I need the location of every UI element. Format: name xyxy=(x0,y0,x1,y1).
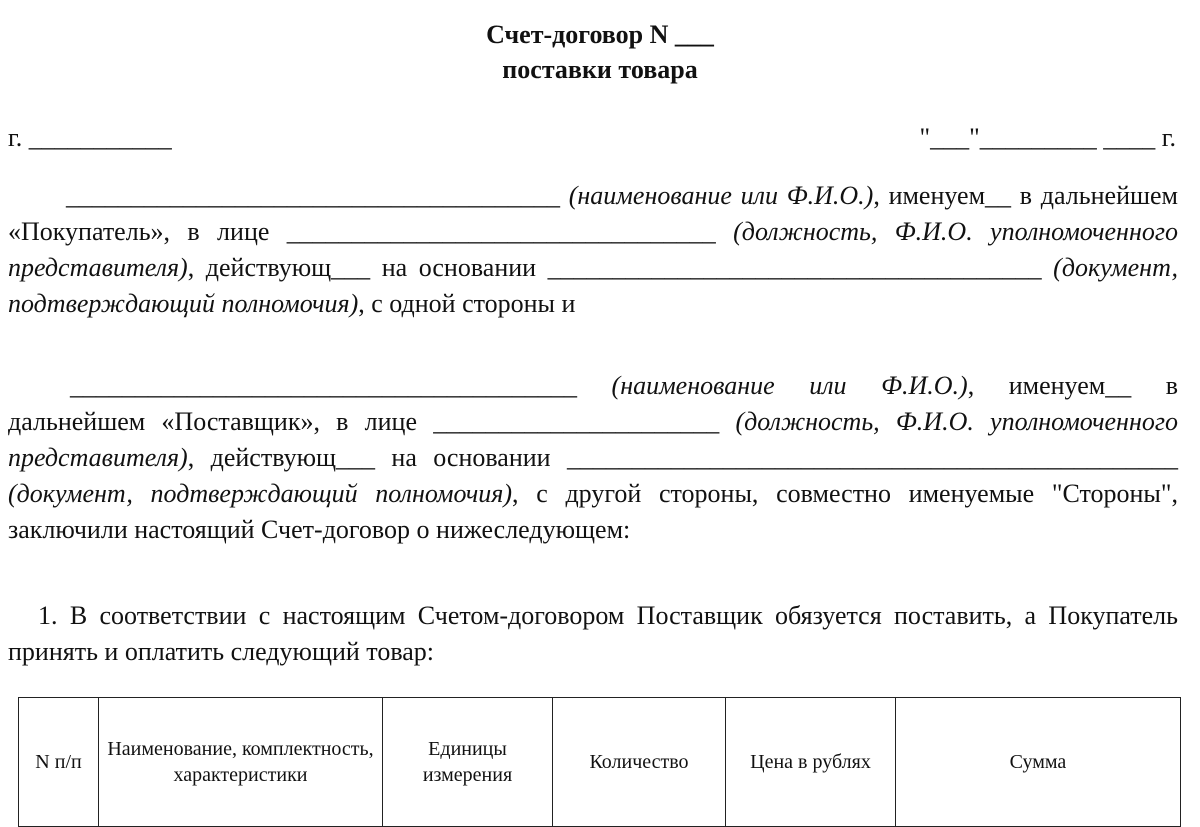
supplier-name-blank: _______________________________________ xyxy=(70,371,577,400)
buyer-named-text: , именуем__ в дальнейшем «Покупатель», в лице xyxy=(8,181,1179,246)
date-field: "___"_________ ____ г. xyxy=(919,123,1176,152)
header-number: N п/п xyxy=(19,698,99,827)
document-subtitle: поставки товара xyxy=(502,55,698,84)
buyer-doc-blank: ______________________________________ xyxy=(547,253,1042,282)
buyer-rep-blank: _________________________________ xyxy=(286,217,716,246)
header-name: Наименование, комплектность, характеристики xyxy=(99,698,383,827)
buyer-doc-hint: (документ, подтверждающий полномочия) xyxy=(8,253,1178,318)
header-units: Единицы измерения xyxy=(383,698,553,827)
buyer-side-text: , с одной стороны и xyxy=(358,289,576,318)
document-title: Счет-договор N ___ xyxy=(486,20,714,49)
goods-table xyxy=(18,697,1181,827)
supplier-paragraph xyxy=(8,368,1178,548)
buyer-paragraph xyxy=(8,178,1178,322)
supplier-rep-blank: ______________________ xyxy=(433,407,720,436)
supplier-doc-blank: _______________________________________________ xyxy=(567,443,1178,472)
buyer-rep-hint: (должность, Ф.И.О. уполномоченного представителя) xyxy=(8,217,1178,282)
table-header-row xyxy=(19,698,1181,827)
supplier-rep-hint: (должность, Ф.И.О. уполномоченного представителя) xyxy=(8,407,1179,472)
clause-1: 1. В соответствии с настоящим Счетом-договором Поставщик обязуется поставить, а Покупатель принять и оплатить следующий товар: xyxy=(8,601,1178,666)
supplier-side-text: , с другой стороны, совместно именуемые "Стороны", заключили настоящий Счет-договор о нижеследующем: xyxy=(8,479,1178,544)
city-field: г. ___________ xyxy=(8,123,172,152)
header-sum: Сумма xyxy=(896,698,1181,827)
supplier-doc-hint: (документ, подтверждающий полномочия) xyxy=(8,479,512,508)
header-quantity: Количество xyxy=(553,698,726,827)
buyer-acting-text: , действующ___ на основании xyxy=(187,253,548,282)
buyer-name-blank: ______________________________________ xyxy=(66,181,560,210)
header-price: Цена в рублях xyxy=(726,698,896,827)
supplier-name-hint: (наименование или Ф.И.О.) xyxy=(611,371,968,400)
buyer-name-hint: (наименование или Ф.И.О.) xyxy=(568,181,874,210)
supplier-acting-text: , действующ___ на основании xyxy=(187,443,567,472)
supplier-named-text: , именуем__ в дальнейшем «Поставщик», в лице xyxy=(8,371,1178,436)
